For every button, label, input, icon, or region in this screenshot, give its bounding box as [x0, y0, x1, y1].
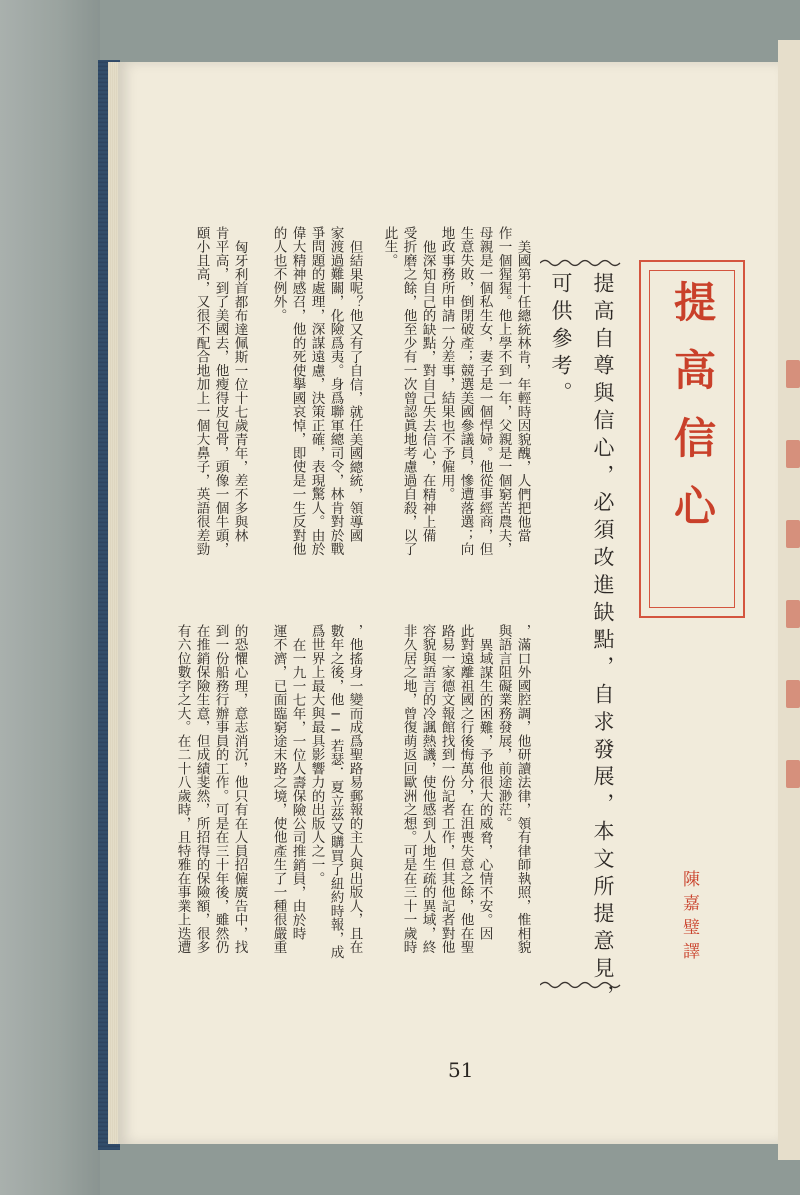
body-column: 爲世界上最大與最具影響力的出版人之一。	[308, 624, 325, 886]
body-column: 母親是一個私生女，妻子是一個悍婦。他從事經商，但	[476, 226, 493, 556]
adjacent-page-text-fragment	[786, 600, 800, 628]
adjacent-page-text-fragment	[786, 440, 800, 468]
body-column: 生意失敗，倒閉破產；競選美國參議員，慘遭落選；向	[457, 226, 474, 556]
body-column: 在推銷保險生意，但成績斐然，所招得的保險額，很多	[193, 624, 210, 954]
body-column: 地政事務所申請一分差事，結果也不予僱用。	[438, 226, 455, 501]
subtitle-line-1: 提高自尊與信心，必須改進缺點，自求發展，本文所提意見，	[591, 272, 615, 1012]
body-column: 的恐懼心理，意志消沉，他只有在人員招僱廣告中，找	[231, 624, 248, 954]
body-column: 爭問題的處理，深謀遠慮，決策正確，表現驚人。由於	[308, 226, 325, 556]
body-column: 的人也不例外。	[270, 226, 287, 323]
adjacent-page-text-fragment	[786, 760, 800, 788]
article-title: 提高信心	[668, 280, 717, 552]
body-column: ，他搖身一變而成爲聖路易郵報的主人與出版人，且在	[346, 624, 363, 954]
wavy-rule-bottom	[540, 980, 622, 990]
body-column: 肯平高，到了美國去，他瘦得皮包骨，頭像一個牛頭，	[212, 226, 229, 556]
body-column: 與語言阻礙業務發展，前途渺茫。	[495, 624, 512, 831]
body-column: 非久居之地，曾復萌返回歐洲之想。可是在三十一歲時	[400, 624, 417, 954]
body-column: 運不濟，已面臨窮途末路之境，使他產生了一種很嚴重	[270, 624, 287, 954]
adjacent-page-text-fragment	[786, 520, 800, 548]
body-column: 受折磨之餘，他至少有一次曾認眞地考慮過自殺，以了	[400, 226, 417, 556]
adjacent-page-edge	[778, 40, 800, 1160]
adjacent-page-text-fragment	[786, 360, 800, 388]
body-column: 匈牙利首都布達佩斯一位十七歲青年，差不多與林	[231, 240, 248, 543]
body-column: 此生。	[381, 226, 398, 268]
body-column: 在一九一七年，一位人壽保險公司推銷員，由於時	[289, 638, 306, 941]
body-column: 有六位數字之大。在二十八歲時，且特雅在事業上迭遭	[174, 624, 191, 954]
translator-credit: 陳嘉璧譯	[679, 870, 699, 966]
body-column: 但結果呢？他又有了自信，就任美國總統，領導國	[346, 240, 363, 543]
body-column: 異域謀生的困難，予他很大的威脅，心情不安。因	[476, 638, 493, 941]
adjacent-page-text-fragment	[786, 680, 800, 708]
body-column: 頤小且高，又很不配合地加上一個大鼻子，英語很差勁	[193, 226, 210, 556]
body-column: 容貌與語言的冷諷熱譏，使他感到人地生疏的異域，終	[419, 624, 436, 954]
body-column: 作一個猩猩。他上學不到一年，父親是一個窮苦農夫，	[495, 226, 512, 556]
body-column: 到一份船務行辦事員的工作。可是在三十年後，雖然仍	[212, 624, 229, 954]
wavy-rule-top	[540, 258, 622, 268]
title-frame	[639, 260, 745, 618]
body-column: 此對遠離祖國之行後悔萬分，在沮喪失意之餘，他在聖	[457, 624, 474, 954]
subtitle-line-2: 可供參考。	[549, 272, 573, 409]
body-column: 數年之後，他──若瑟．夏立茲又購買了紐約時報，成	[327, 624, 344, 959]
body-column: 美國第十任總統林肯，年輕時因貌醜，人們把他當	[514, 240, 531, 543]
page-number: 51	[448, 1058, 474, 1082]
body-column: 他深知自己的缺點，對自己失去信心，在精神上備	[419, 240, 436, 543]
body-column: ，滿口外國腔調，他研讀法律，領有律師執照，惟相貌	[514, 624, 531, 954]
body-column: 偉大精神感召，他的死使擧國哀悼，即使是一生反對他	[289, 226, 306, 556]
book-spine-background	[0, 0, 100, 1195]
body-column: 路易一家德文報館找到一份記者工作，但其他記者對他	[438, 624, 455, 954]
body-column: 家渡過難關，化險爲夷。身爲聯軍總司令，林肯對於戰	[327, 226, 344, 556]
